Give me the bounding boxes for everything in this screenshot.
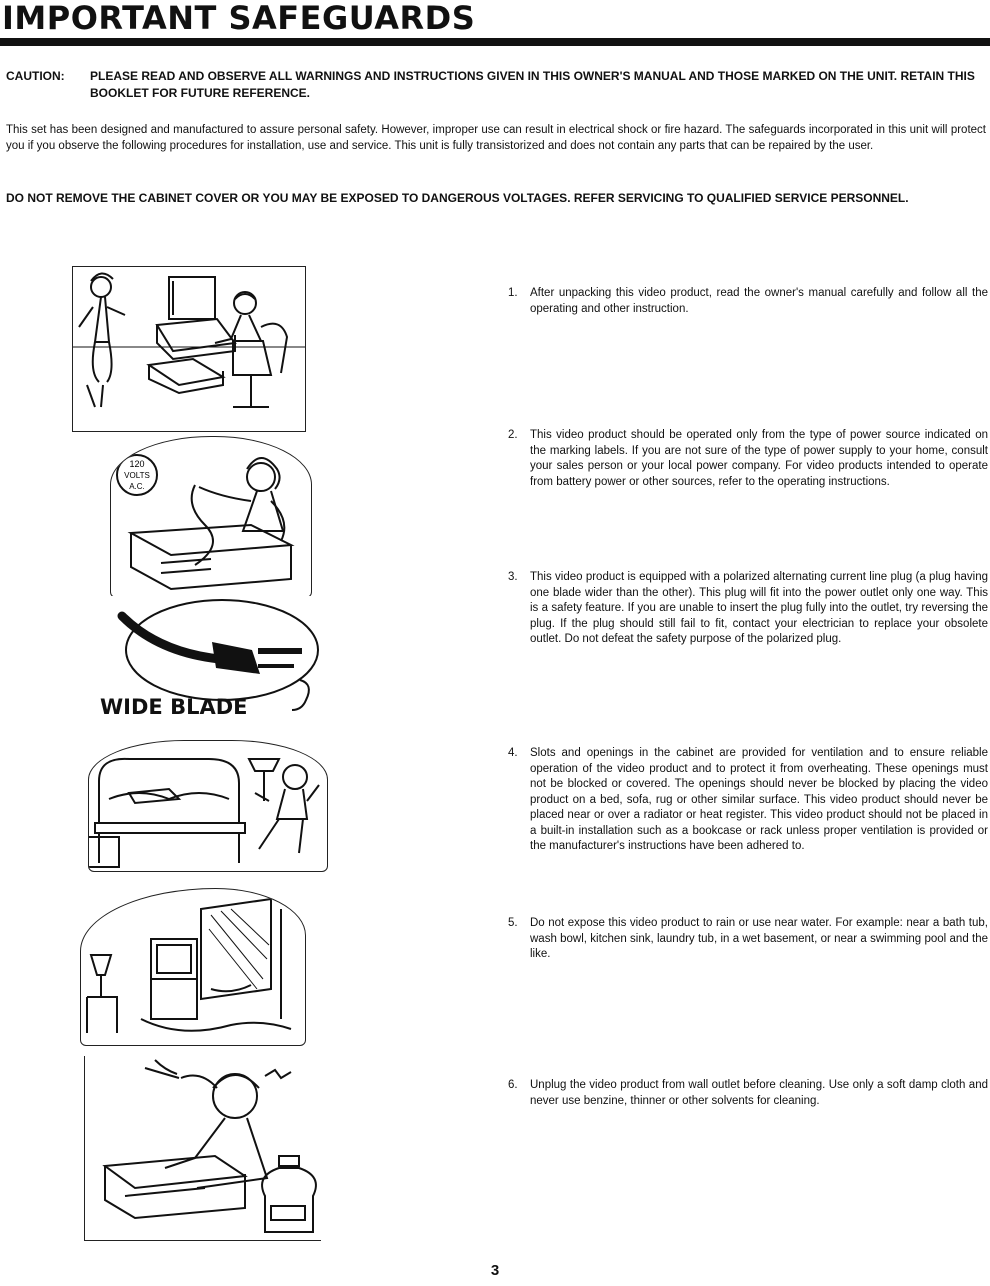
unpacking-drawing-icon <box>73 267 305 431</box>
polarized-plug-drawing-icon <box>92 596 328 720</box>
item-number: 3. <box>508 571 518 583</box>
item-text: After unpacking this video product, read the owner's manual carefully and follow all the operating and other instruction. <box>530 287 988 315</box>
illustration-polarized-plug <box>92 596 328 720</box>
caution-block <box>6 68 986 102</box>
safeguard-item-4 <box>508 746 988 855</box>
item-number: 6. <box>508 1079 518 1091</box>
caution-label: CAUTION: <box>6 69 65 83</box>
illustration-cleaning <box>84 1056 321 1241</box>
item-text: This video product should be operated only from the type of power source indicated on the marking labels. If you are not sure of the type of power supply to your home, consult your sales person or your local power company. For video products intended to operate from battery power or other sources, refer to the operating instructions. <box>530 429 988 488</box>
safeguard-item-2 <box>508 428 988 490</box>
voltage-label-volts: VOLTS <box>124 471 150 480</box>
page-title: IMPORTANT SAFEGUARDS <box>2 0 476 37</box>
safeguard-item-3 <box>508 570 988 648</box>
cleaning-drawing-icon <box>85 1056 321 1240</box>
cabinet-warning: DO NOT REMOVE THE CABINET COVER OR YOU MAY BE EXPOSED TO DANGEROUS VOLTAGES. REFER SERVICING TO QUALIFIED SERVICE PERSONNEL. <box>6 191 909 205</box>
water-drawing-icon <box>81 889 305 1045</box>
safeguard-item-5 <box>508 916 988 963</box>
item-text: Slots and openings in the cabinet are provided for ventilation and to ensure reliable operation of the video product and to protect it from overheating. These openings must not be blocked or covered. The openings should never be blocked by placing the video product on a bed, sofa, rug or other similar surface. This video product should never be placed near or over a radiator or heat register. This video product should not be placed in a built-in installation such as a bookcase or rack unless proper ventilation is provided or the manufacturer's instructions have been adhered to. <box>530 747 988 852</box>
illustration-unpacking <box>72 266 306 432</box>
ventilation-drawing-icon <box>89 741 327 871</box>
voltage-label-ac: A.C. <box>129 482 145 491</box>
illustration-power-source <box>110 436 312 598</box>
illustration-ventilation <box>88 740 328 872</box>
item-number: 4. <box>508 747 518 759</box>
item-number: 1. <box>508 287 518 299</box>
illustration-water <box>80 888 306 1046</box>
power-source-drawing-icon <box>111 437 311 597</box>
item-number: 2. <box>508 429 518 441</box>
caution-text: PLEASE READ AND OBSERVE ALL WARNINGS AND INSTRUCTIONS GIVEN IN THIS OWNER'S MANUAL AND THOSE MARKED ON THE UNIT. RETAIN THIS BOOKLET FOR FUTURE REFERENCE. <box>90 69 975 100</box>
voltage-label-120: 120 <box>129 459 145 469</box>
item-text: Unplug the video product from wall outlet before cleaning. Use only a soft damp cloth and never use benzine, thinner or other solvents for cleaning. <box>530 1079 988 1107</box>
wide-blade-caption: WIDE BLADE <box>100 695 248 719</box>
safeguard-item-1 <box>508 286 988 317</box>
item-text: Do not expose this video product to rain or use near water. For example: near a bath tub, wash bowl, kitchen sink, laundry tub, in a wet basement, or near a swimming pool and the like. <box>530 917 988 960</box>
item-text: This video product is equipped with a polarized alternating current line plug (a plug having one blade wider than the other). This plug will fit into the power outlet only one way. This is a safety feature. If you are unable to insert the plug fully into the outlet, try reversing the plug. If the plug should still fail to fit, contact your electrician to replace your obsolete outlet. Do not defeat the safety purpose of the polarized plug. <box>530 571 988 645</box>
safeguard-item-6 <box>508 1078 988 1109</box>
item-number: 5. <box>508 917 518 929</box>
intro-paragraph: This set has been designed and manufactured to assure personal safety. However, improper use can result in electrical shock or fire hazard. The safeguards incorporated in this unit will protect you if you observe the following procedures for installation, use and service. This unit is fully transistorized and does not contain any parts that can be repaired by the user. <box>6 124 986 152</box>
title-rule <box>0 38 990 46</box>
page-number: 3 <box>490 1262 500 1279</box>
